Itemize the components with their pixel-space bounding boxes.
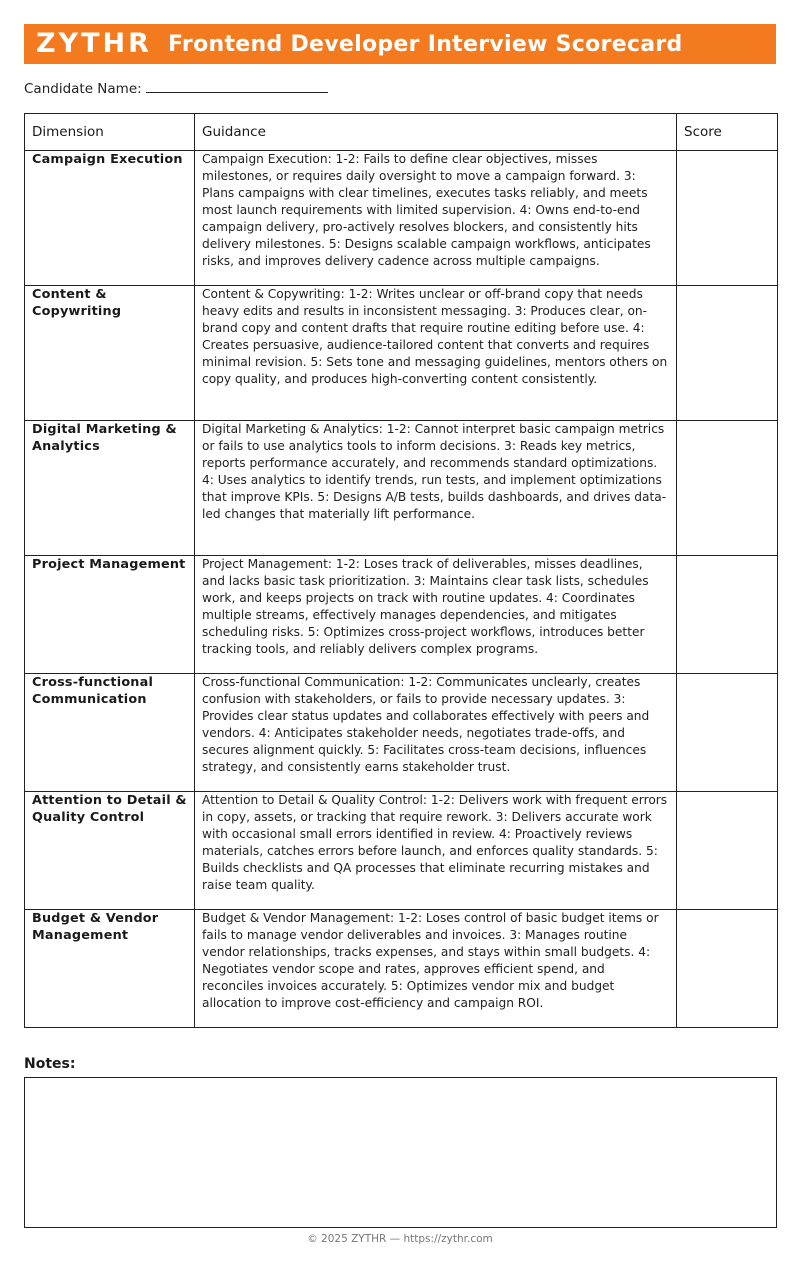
scorecard-table (24, 113, 778, 1028)
table-row (25, 151, 778, 286)
guidance-cell: Budget & Vendor Management: 1-2: Loses control of basic budget items or fails to manage vendor deliverables and invoices. 3: Manages routine vendor relationships, tracks expenses, and stays within small budgets. 4: Negotiates vendor scope and rates, approves efficient spend, and reconciles invoices accurately. 5: Optimizes vendor mix and budget allocation to improve cost-efficiency and campaign ROI. (195, 910, 677, 1028)
guidance-cell: Attention to Detail & Quality Control: 1-2: Delivers work with frequent errors in copy, assets, or tracking that require rework. 3: Delivers accurate work with occasional small errors identified in review. 4: Proactively reviews materials, catches errors before launch, and enforces quality standards. 5: Builds checklists and QA processes that eliminate recurring mistakes and raise team quality. (195, 792, 677, 910)
candidate-name-row (24, 78, 328, 98)
guidance-cell: Cross-functional Communication: 1-2: Communicates unclearly, creates confusion with stakeholders, or fails to provide necessary updates. 3: Provides clear status updates and collaborates effectively with peers and vendors. 4: Anticipates stakeholder needs, negotiates trade-offs, and secures alignment quickly. 5: Facilitates cross-team decisions, influences strategy, and consistently earns stakeholder trust. (195, 674, 677, 792)
header-bar (24, 24, 776, 64)
dimension-cell: Cross-functional Communication (25, 674, 195, 792)
zythr-logo: ZYTHR (36, 28, 152, 59)
score-cell[interactable] (677, 421, 778, 556)
table-row (25, 910, 778, 1028)
table-row (25, 674, 778, 792)
dimension-cell: Budget & Vendor Management (25, 910, 195, 1028)
column-header-dimension: Dimension (25, 114, 195, 151)
score-cell[interactable] (677, 151, 778, 286)
footer: © 2025 ZYTHR — https://zythr.com (307, 1233, 493, 1245)
score-cell[interactable] (677, 674, 778, 792)
guidance-cell: Content & Copywriting: 1-2: Writes unclear or off-brand copy that needs heavy edits and results in inconsistent messaging. 3: Produces clear, on-brand copy and content drafts that require routine editing before use. 4: Creates persuasive, audience-tailored content that converts and requires minimal revision. 5: Sets tone and messaging guidelines, mentors others on copy quality, and produces high-converting content consistently. (195, 286, 677, 421)
guidance-cell: Campaign Execution: 1-2: Fails to define clear objectives, misses milestones, or requires daily oversight to move a campaign forward. 3: Plans campaigns with clear timelines, executes tasks reliably, and meets most launch requirements with limited supervision. 4: Owns end-to-end campaign delivery, pro-actively resolves blockers, and consistently hits delivery milestones. 5: Designs scalable campaign workflows, anticipates risks, and improves delivery cadence across multiple campaigns. (195, 151, 677, 286)
column-header-guidance: Guidance (195, 114, 677, 151)
score-cell[interactable] (677, 792, 778, 910)
table-header-row (25, 114, 778, 151)
table-row (25, 421, 778, 556)
dimension-cell: Campaign Execution (25, 151, 195, 286)
dimension-cell: Digital Marketing & Analytics (25, 421, 195, 556)
score-cell[interactable] (677, 286, 778, 421)
score-cell[interactable] (677, 910, 778, 1028)
dimension-cell: Attention to Detail & Quality Control (25, 792, 195, 910)
dimension-cell: Project Management (25, 556, 195, 674)
score-cell[interactable] (677, 556, 778, 674)
table-row (25, 556, 778, 674)
guidance-cell: Project Management: 1-2: Loses track of deliverables, misses deadlines, and lacks basic task prioritization. 3: Maintains clear task lists, schedules work, and keeps projects on track with routine updates. 4: Coordinates multiple streams, effectively manages dependencies, and mitigates scheduling risks. 5: Optimizes cross-project workflows, introduces better tracking tools, and reliably delivers complex programs. (195, 556, 677, 674)
dimension-cell: Content & Copywriting (25, 286, 195, 421)
page-title: Frontend Developer Interview Scorecard (168, 32, 683, 57)
table-row (25, 792, 778, 910)
notes-box[interactable] (24, 1077, 777, 1228)
candidate-name-label: Candidate Name: (24, 81, 142, 97)
candidate-name-field[interactable] (146, 78, 328, 93)
table-row (25, 286, 778, 421)
guidance-cell: Digital Marketing & Analytics: 1-2: Cannot interpret basic campaign metrics or fails to use analytics tools to inform decisions. 3: Reads key metrics, reports performance accurately, and recommends standard optimizations. 4: Uses analytics to identify trends, run tests, and implement optimizations that improve KPIs. 5: Designs A/B tests, builds dashboards, and drives data-led changes that materially lift performance. (195, 421, 677, 556)
notes-label: Notes: (24, 1056, 76, 1072)
column-header-score: Score (677, 114, 778, 151)
